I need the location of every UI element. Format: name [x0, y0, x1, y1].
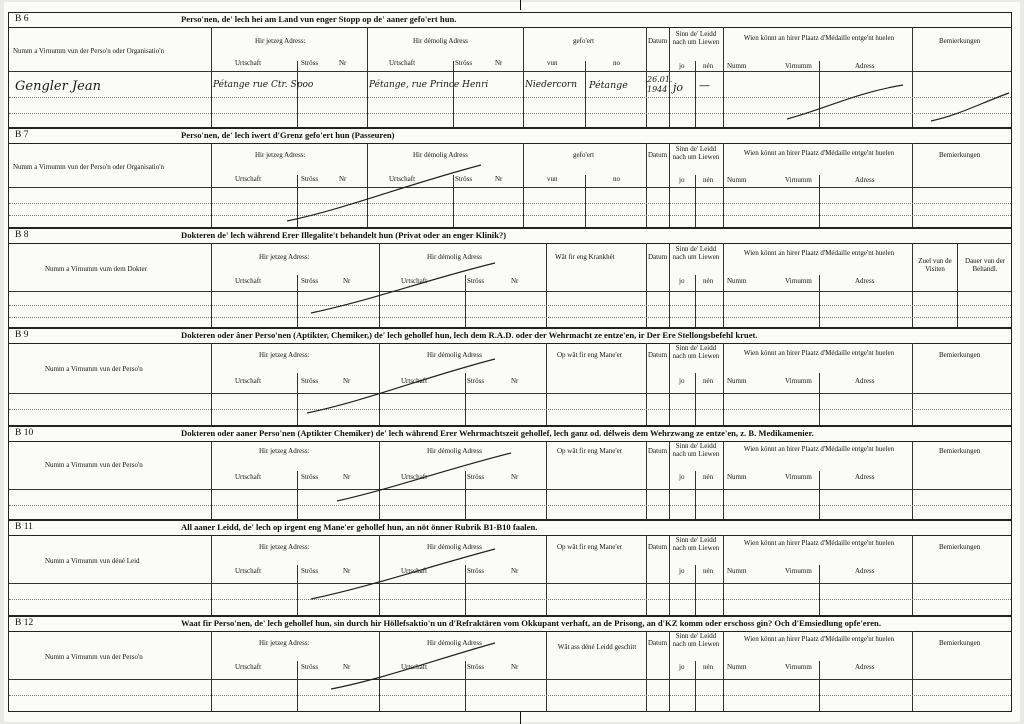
col-number: Nr — [339, 59, 347, 67]
col-firstname: Virnumm — [785, 377, 812, 385]
col-date: Datum — [648, 151, 668, 159]
col-locality: Urtschaft — [401, 567, 428, 575]
col-name: Numm a Virnumm vum dem Dokter — [45, 265, 147, 273]
col-medal: Wien könnt an hirer Plaatz d'Médaille entge'nt huelen — [743, 34, 895, 42]
strike-through-line — [335, 451, 515, 503]
col-remarks: Bemierkungen — [939, 351, 981, 359]
col-yes: jo — [679, 567, 685, 575]
col-surname: Numm — [727, 377, 747, 385]
col-date: Datum — [648, 37, 668, 45]
col-yes: jo — [679, 277, 685, 285]
col-to: no — [613, 175, 620, 183]
strike-through-line — [929, 91, 1011, 123]
col-current-address: Hir jetzeg Adress: — [259, 639, 310, 647]
col-date: Datum — [648, 447, 668, 455]
col-name: Numm a Virnumm vun der Perso'n — [45, 653, 143, 661]
col-street: Ströss — [467, 377, 485, 385]
col-name: Numm a Virnumm vun der Perso'n oder Organisatio'n — [13, 47, 164, 55]
col-no: nén — [703, 663, 714, 671]
col-street: Ströss — [455, 175, 473, 183]
col-alive: Sinn de' Leidd nach um Liewen — [672, 536, 720, 552]
section-b11 — [8, 520, 1012, 616]
section-code: B 9 — [15, 330, 29, 340]
col-number: Nr — [511, 277, 519, 285]
col-locality: Urtschaft — [401, 473, 428, 481]
section-b12 — [8, 616, 1012, 712]
col-manner: Op wât fir eng Mane'er — [557, 447, 623, 455]
section-title: Perso'nen, de' lech hei am Land vun enger Stopp op de' aaner gefo'ert hun. — [181, 14, 457, 24]
strike-through-line — [309, 261, 499, 315]
section-title: Waat fir Perso'nen, de' lech gehollef hun, sin durch hir Höllefsaktio'n un d'Refraktären vom Okkupant verhaft, an de Prisong, an d'KZ komm oder erschoss gin? Och d'Emsiedlung opfe'eren. — [181, 618, 881, 628]
col-street: Ströss — [301, 277, 319, 285]
col-address: Adress — [855, 176, 875, 184]
col-old-address: Hir démolig Adress — [427, 253, 482, 261]
strike-through-line — [309, 547, 499, 601]
col-street: Ströss — [467, 473, 485, 481]
col-guided: gefo'ert — [573, 151, 595, 159]
col-number: Nr — [343, 473, 351, 481]
col-address: Adress — [855, 277, 875, 285]
section-code: B 12 — [15, 618, 34, 628]
col-street: Ströss — [301, 567, 319, 575]
col-locality: Urtschaft — [401, 663, 428, 671]
section-title: Perso'nen, de' lech iwert d'Grenz gefo'ert hun (Passeuren) — [181, 130, 395, 140]
col-yes: jo — [679, 62, 685, 70]
col-firstname: Virnumm — [785, 176, 812, 184]
section-code: B 10 — [15, 428, 34, 438]
col-visits: Zuel vun de Visiten — [918, 257, 952, 273]
fold-mark — [520, 0, 521, 10]
entry-name: Gengler Jean — [15, 79, 101, 94]
col-old-address: Hir démolig Adress — [427, 543, 482, 551]
col-locality: Urtschaft — [401, 277, 428, 285]
col-to: no — [613, 59, 620, 67]
col-current-address: Hir jetzeg Adress: — [255, 37, 306, 45]
col-remarks: Bemierkungen — [939, 447, 981, 455]
col-firstname: Virnumm — [785, 277, 812, 285]
col-medal: Wien könnt an hirer Plaatz d'Médaille entge'nt huelen — [743, 149, 895, 157]
col-remarks: Bemierkungen — [939, 151, 981, 159]
col-street: Ströss — [467, 567, 485, 575]
col-date: Datum — [648, 639, 668, 647]
section-title: All aaner Leidd, de' lech op irgent eng Mane'er gehollef hun, an nöt önner Rubrik B1-B10 faalen. — [181, 522, 538, 532]
col-old-address: Hir démolig Adress — [427, 447, 482, 455]
col-address: Adress — [855, 663, 875, 671]
col-street: Ströss — [301, 377, 319, 385]
col-street: Ströss — [301, 175, 319, 183]
col-yes: jo — [679, 377, 685, 385]
col-yes: jo — [679, 176, 685, 184]
col-old-address: Hir démolig Adress — [427, 639, 482, 647]
entry-alive: jo — [673, 81, 684, 94]
section-b8 — [8, 228, 1012, 328]
col-locality: Urtschaft — [235, 473, 262, 481]
col-surname: Numm — [727, 176, 747, 184]
col-number: Nr — [495, 59, 503, 67]
col-no: nén — [703, 567, 714, 575]
strike-through-line — [785, 81, 915, 121]
entry-to: Pétange — [589, 80, 628, 91]
col-name: Numm a Virnumm vun der Perso'n oder Organisatio'n — [13, 163, 164, 171]
col-number: Nr — [343, 277, 351, 285]
section-code: B 11 — [15, 522, 33, 532]
col-old-address: Hir démolig Adress — [413, 37, 468, 45]
col-medal: Wien könnt an hirer Plaatz d'Médaille entge'nt huelen — [743, 349, 895, 357]
col-locality: Urtschaft — [401, 377, 428, 385]
col-number: Nr — [343, 567, 351, 575]
entry-dash: — — [699, 79, 710, 92]
col-alive: Sinn de' Leidd nach um Liewen — [672, 632, 720, 648]
col-current-address: Hir jetzeg Adress: — [259, 543, 310, 551]
entry-from: Niedercorn — [525, 80, 578, 90]
col-surname: Numm — [727, 567, 747, 575]
col-surname: Numm — [727, 277, 747, 285]
col-date: Datum — [648, 351, 668, 359]
col-number: Nr — [511, 377, 519, 385]
col-remarks: Bemierkungen — [939, 639, 981, 647]
col-alive: Sinn de' Leidd nach um Liewen — [672, 245, 720, 261]
col-street: Ströss — [301, 473, 319, 481]
col-current-address: Hir jetzeg Adress: — [255, 151, 306, 159]
col-surname: Numm — [727, 663, 747, 671]
col-locality: Urtschaft — [235, 59, 262, 67]
col-yes: jo — [679, 663, 685, 671]
col-no: nén — [703, 277, 714, 285]
col-address: Adress — [855, 377, 875, 385]
strike-through-line — [305, 357, 499, 415]
col-street: Ströss — [467, 277, 485, 285]
col-remarks: Bemierkungen — [939, 543, 981, 551]
strike-through-line — [329, 641, 499, 691]
col-number: Nr — [343, 663, 351, 671]
col-street: Ströss — [455, 59, 473, 67]
col-firstname: Virnumm — [785, 62, 812, 70]
section-code: B 8 — [15, 230, 29, 240]
col-no: nén — [703, 176, 714, 184]
col-number: Nr — [511, 473, 519, 481]
col-from: vun — [547, 175, 558, 183]
strike-through-line — [285, 163, 485, 223]
section-header — [9, 427, 1011, 442]
col-no: nén — [703, 473, 714, 481]
col-medal: Wien könnt an hirer Plaatz d'Médaille entge'nt huelen — [743, 445, 895, 453]
col-street: Ströss — [467, 663, 485, 671]
col-remarks: Bemierkungen — [939, 37, 981, 45]
col-date: Datum — [648, 253, 668, 261]
col-locality: Urtschaft — [389, 59, 416, 67]
col-medal: Wien könnt an hirer Plaatz d'Médaille entge'nt huelen — [743, 539, 895, 547]
col-alive: Sinn de' Leidd nach um Liewen — [672, 30, 720, 46]
col-guided: gefo'ert — [573, 37, 595, 45]
section-b6 — [8, 12, 1012, 128]
col-locality: Urtschaft — [235, 175, 262, 183]
section-header — [9, 129, 1011, 144]
col-date: Datum — [648, 543, 668, 551]
col-street: Ströss — [301, 663, 319, 671]
col-firstname: Virnumm — [785, 473, 812, 481]
section-title: Dokteren oder aaner Perso'nen (Aptikter Chemiker) de' lech während Erer Wehrmachtszeit gehollef, lech ganz od. délweis dem Wehrzwang ze entze'en, z. B. Medikamenier. — [181, 428, 814, 438]
col-suffering-what: Wât ass déné Leidd geschitt — [557, 643, 637, 651]
section-title: Dokteren oder âner Perso'nen (Aptikter, Chemiker,) de' lech gehollef hun, lech dem R.A.D. oder der Wehrmacht ze entze'en, ir Der Ere Stellongsbefehl kruet. — [181, 330, 758, 340]
col-alive: Sinn de' Leidd nach um Liewen — [672, 145, 720, 161]
col-address: Adress — [855, 567, 875, 575]
col-alive: Sinn de' Leidd nach um Liewen — [672, 442, 720, 458]
col-medal: Wien könnt an hirer Plaatz d'Médaille entge'nt huelen — [743, 635, 895, 643]
col-locality: Urtschaft — [235, 277, 262, 285]
section-b10 — [8, 426, 1012, 520]
col-firstname: Virnumm — [785, 567, 812, 575]
col-number: Nr — [511, 567, 519, 575]
section-code: B 7 — [15, 130, 29, 140]
col-manner: Op wât fir eng Mane'er — [557, 351, 623, 359]
col-surname: Numm — [727, 62, 747, 70]
col-surname: Numm — [727, 473, 747, 481]
section-code: B 6 — [15, 14, 29, 24]
col-name: Numm a Virnumm vun der Perso'n — [45, 365, 143, 373]
col-locality: Urtschaft — [235, 663, 262, 671]
section-b7 — [8, 128, 1012, 228]
col-alive: Sinn de' Leidd nach um Liewen — [672, 344, 720, 360]
section-header — [9, 521, 1011, 536]
col-name: Numm a Virnumm vun der Perso'n — [45, 461, 143, 469]
col-from: vun — [547, 59, 558, 67]
section-header — [9, 229, 1011, 244]
fold-mark — [520, 712, 521, 724]
col-number: Nr — [339, 175, 347, 183]
col-locality: Urtschaft — [389, 175, 416, 183]
entry-date: 26.01. 1944 — [647, 75, 673, 94]
col-street: Ströss — [301, 59, 319, 67]
entry-old-address: Pétange, rue Prince Henri — [369, 80, 489, 90]
section-b9 — [8, 328, 1012, 426]
col-current-address: Hir jetzeg Adress: — [259, 447, 310, 455]
col-old-address: Hir démolig Adress — [427, 351, 482, 359]
col-number: Nr — [343, 377, 351, 385]
section-header — [9, 329, 1011, 344]
col-firstname: Virnumm — [785, 663, 812, 671]
section-title: Dokteren de' lech während Erer Illegalite't behandelt hun (Privat oder an enger Klinik?) — [181, 230, 507, 240]
col-current-address: Hir jetzeg Adress: — [259, 351, 310, 359]
col-address: Adress — [855, 62, 875, 70]
col-medal: Wien könnt an hirer Plaatz d'Médaille entge'nt huelen — [743, 249, 895, 257]
col-locality: Urtschaft — [235, 377, 262, 385]
col-name: Numm a Virnumm vun déné Leid — [45, 557, 140, 565]
col-locality: Urtschaft — [235, 567, 262, 575]
section-header — [9, 617, 1011, 632]
col-manner: Op wât fir eng Mane'er — [557, 543, 623, 551]
col-number: Nr — [495, 175, 503, 183]
section-header — [9, 13, 1011, 28]
col-no: nén — [703, 377, 714, 385]
entry-current-address: Pétange rue Ctr. Spoo — [213, 80, 314, 90]
col-no: nén — [703, 62, 714, 70]
col-current-address: Hir jetzeg Adress: — [259, 253, 310, 261]
col-number: Nr — [511, 663, 519, 671]
col-address: Adress — [855, 473, 875, 481]
col-treatment: Dauer vun der Behandl. — [964, 257, 1006, 273]
col-old-address: Hir démolig Adress — [413, 151, 468, 159]
col-illness: Wât fir eng Krankhét — [555, 253, 615, 261]
col-yes: jo — [679, 473, 685, 481]
